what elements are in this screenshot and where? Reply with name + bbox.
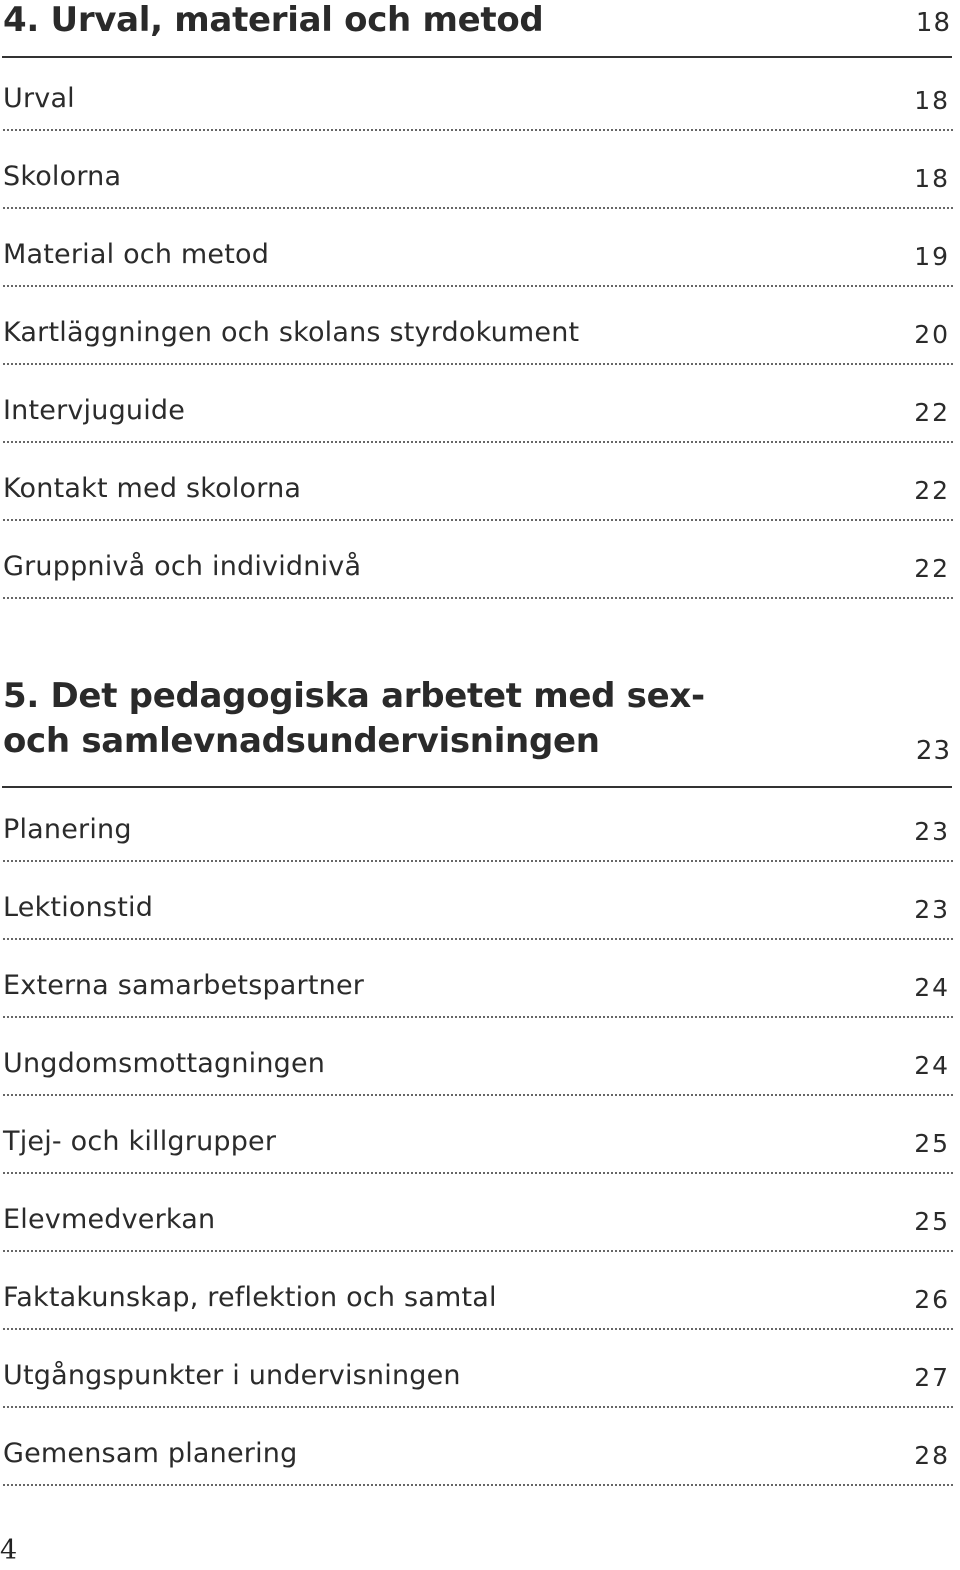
toc-entry-title: Elevmedverkan [3, 1204, 216, 1235]
toc-entry-title: Planering [3, 814, 132, 845]
toc-entry-title: Lektionstid [3, 892, 154, 923]
toc-entry-page: 24 [914, 973, 950, 1002]
chapter-5-page: 23 [915, 736, 951, 766]
toc-entry-title: Skolorna [3, 161, 122, 192]
toc-entry-page: 28 [914, 1441, 950, 1470]
toc-entry-title: Material och metod [3, 239, 270, 270]
toc-entry[interactable] [3, 1096, 953, 1174]
toc-entry-page: 22 [914, 398, 950, 427]
toc-entry[interactable] [3, 209, 953, 287]
chapter-5-title-line2: och samlevnadsundervisningen [3, 721, 600, 761]
toc-entry-page: 24 [914, 1051, 950, 1080]
toc-entry-page: 18 [914, 86, 950, 115]
toc-entry-title: Intervjuguide [3, 395, 186, 426]
toc-entry[interactable] [3, 1174, 953, 1252]
toc-entry-page: 23 [914, 817, 950, 846]
toc-entry[interactable] [3, 1018, 953, 1096]
toc-entry-title: Externa samarbetspartner [3, 970, 365, 1001]
toc-entry-title: Kartläggningen och skolans styrdokument [3, 317, 580, 348]
toc-entry[interactable] [3, 521, 953, 599]
toc-entry-title: Urval [3, 83, 75, 114]
toc-entry-page: 26 [914, 1285, 950, 1314]
toc-entry[interactable] [3, 443, 953, 521]
chapter-5-heading[interactable] [3, 676, 951, 766]
toc-entry[interactable] [3, 131, 953, 209]
toc-entry-title: Faktakunskap, reflektion och samtal [3, 1282, 497, 1313]
toc-entry-page: 23 [914, 895, 950, 924]
toc-entry-page: 19 [914, 242, 950, 271]
chapter-5-title-line1: 5. Det pedagogiska arbetet med sex- [3, 676, 705, 716]
toc-entry-title: Gruppnivå och individnivå [3, 551, 362, 582]
toc-entry-page: 18 [914, 164, 950, 193]
chapter-4-heading[interactable] [3, 0, 951, 40]
toc-entry[interactable] [3, 1330, 953, 1408]
toc-entry-page: 22 [914, 476, 950, 505]
toc-entry-title: Tjej- och killgrupper [3, 1126, 277, 1157]
toc-entry[interactable] [3, 365, 953, 443]
toc-entry-page: 20 [914, 320, 950, 349]
toc-entry-title: Ungdomsmottagningen [3, 1048, 326, 1079]
toc-entry-page: 27 [914, 1363, 950, 1392]
toc-entry-page: 25 [914, 1129, 950, 1158]
toc-entry[interactable] [3, 53, 953, 131]
toc-entry-title: Utgångspunkter i undervisningen [3, 1360, 461, 1391]
footer-page-number: 4 [0, 1535, 18, 1566]
toc-entry[interactable] [3, 1252, 953, 1330]
toc-entry[interactable] [3, 1408, 953, 1486]
toc-entry[interactable] [3, 784, 953, 862]
toc-entry-page: 22 [914, 554, 950, 583]
chapter-4-page: 18 [915, 8, 951, 38]
toc-entry-page: 25 [914, 1207, 950, 1236]
chapter-4-title: 4. Urval, material och metod [3, 0, 544, 40]
toc-entry-title: Kontakt med skolorna [3, 473, 302, 504]
toc-entry[interactable] [3, 862, 953, 940]
toc-entry[interactable] [3, 287, 953, 365]
toc-entry[interactable] [3, 940, 953, 1018]
toc-entry-title: Gemensam planering [3, 1438, 298, 1469]
